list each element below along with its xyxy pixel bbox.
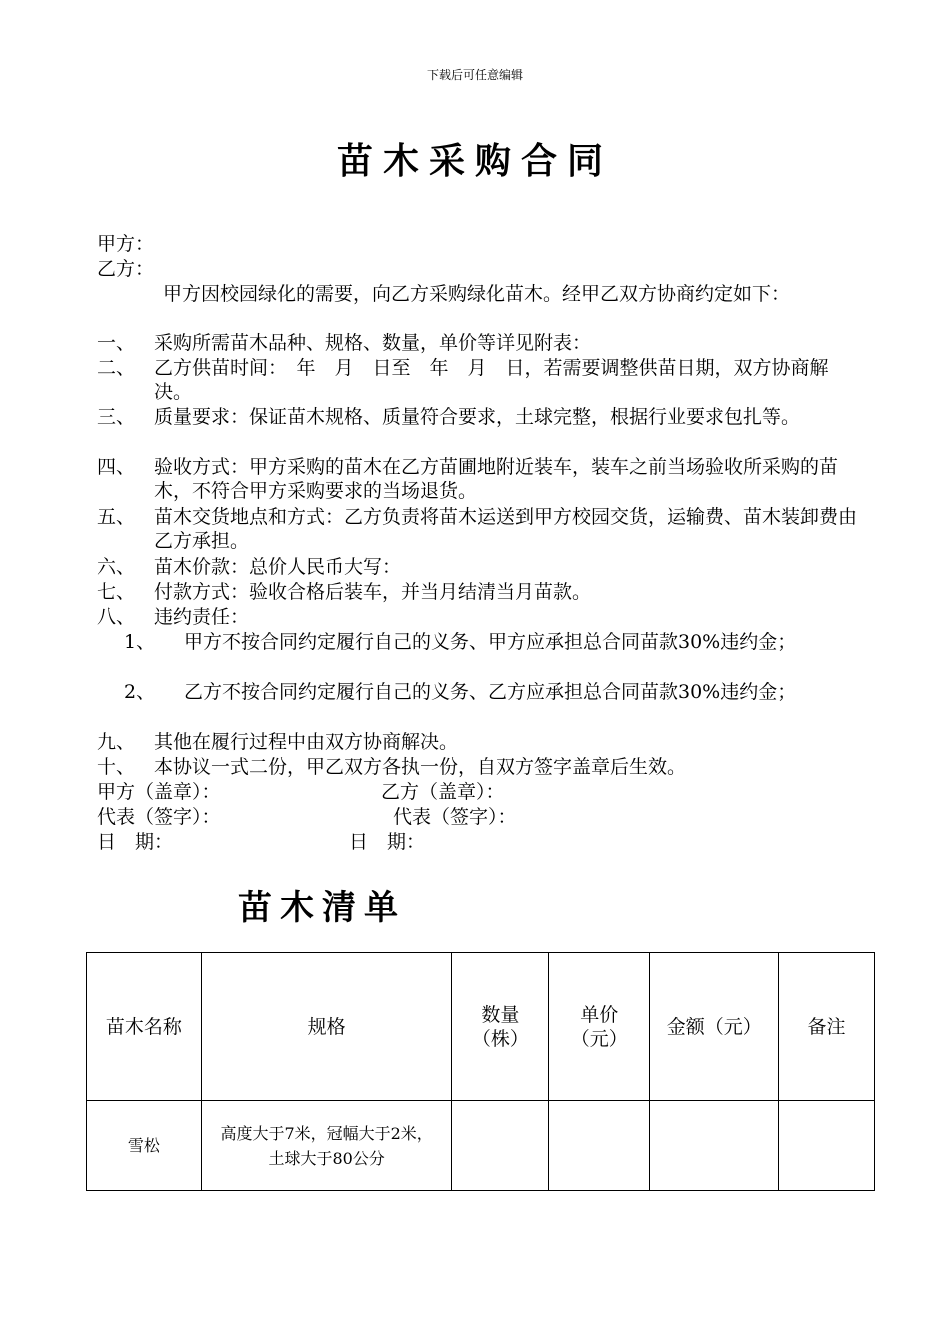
clause-text: 苗木交货地点和方式：乙方负责将苗木运送到甲方校园交货，运输费、苗木装卸费由乙方承担。: [154, 506, 858, 552]
clause-number: 三、: [97, 406, 136, 428]
table-header-row: [87, 953, 875, 1101]
clause-number: 六、: [97, 556, 136, 578]
party-b-date: 日 期：: [349, 831, 426, 853]
clause-number: 五、: [97, 506, 136, 528]
clause-number: 八、: [97, 606, 136, 628]
clause-text: 采购所需苗木品种、规格、数量，单价等详见附表：: [154, 332, 592, 354]
intro-paragraph: 甲方因校园绿化的需要，向乙方采购绿化苗木。经甲乙双方协商约定如下：: [163, 283, 791, 305]
clause-text: 验收方式：甲方采购的苗木在乙方苗圃地附近装车，装车之前当场验收所采购的苗木，不符合甲方采购要求的当场退货。: [154, 456, 839, 502]
clause-7: [97, 580, 857, 604]
clause-5: [97, 505, 857, 553]
clause-3: [97, 405, 857, 429]
party-b-label: 乙方：: [97, 258, 155, 280]
clause-number: 四、: [97, 456, 136, 478]
sub-clause-text: 乙方不按合同约定履行自己的义务、乙方应承担总合同苗款30%违约金；: [184, 681, 797, 703]
cell-spec: 高度大于7米，冠幅大于2米，土球大于80公分: [201, 1101, 452, 1191]
party-a-label: 甲方：: [97, 233, 155, 255]
party-b-representative: 代表（签字）：: [393, 806, 517, 828]
clause-2: [97, 356, 857, 404]
clause-number: 九、: [97, 731, 136, 753]
clause-8: [97, 605, 857, 629]
header-remarks: 备注: [779, 953, 875, 1101]
party-a-date: 日 期：: [97, 831, 174, 853]
sub-clause-number: 1、: [124, 631, 156, 653]
clause-text: 本协议一式二份，甲乙双方各执一份，自双方签字盖章后生效。: [154, 756, 687, 778]
clause-10: [97, 755, 857, 779]
sub-clause-2: [97, 680, 857, 704]
sub-clause-1: [97, 630, 857, 654]
clause-number: 一、: [97, 332, 136, 354]
clause-text: 苗木价款：总价人民币大写：: [154, 556, 402, 578]
header-amount: 金额（元）: [650, 953, 779, 1101]
cell-amount: [650, 1101, 779, 1191]
clause-text: 违约责任：: [154, 606, 250, 628]
clause-number: 二、: [97, 357, 136, 379]
sub-clause-text: 甲方不按合同约定履行自己的义务、甲方应承担总合同苗款30%违约金；: [184, 631, 797, 653]
party-a-seal: 甲方（盖章）：: [97, 781, 221, 803]
table-row: [87, 1101, 875, 1191]
seedling-table: [86, 952, 875, 1191]
seedling-list-title: 苗木清单: [238, 888, 406, 928]
party-a-representative: 代表（签字）：: [97, 806, 221, 828]
cell-seedling-name: 雪松: [87, 1101, 202, 1191]
clause-text: 质量要求：保证苗木规格、质量符合要求，土球完整，根据行业要求包扎等。: [154, 406, 801, 428]
header-spec: 规格: [201, 953, 452, 1101]
clause-text: 付款方式：验收合格后装车，并当月结清当月苗款。: [154, 581, 592, 603]
cell-remarks: [779, 1101, 875, 1191]
clause-text: 乙方供苗时间： 年 月 日至 年 月 日，若需要调整供苗日期，双方协商解决。: [154, 357, 829, 403]
header-note: 下载后可任意编辑: [426, 68, 523, 82]
cell-unit-price: [549, 1101, 650, 1191]
header-seedling-name: 苗木名称: [87, 953, 202, 1101]
cell-quantity: [452, 1101, 549, 1191]
clause-text: 其他在履行过程中由双方协商解决。: [154, 731, 459, 753]
clause-number: 七、: [97, 581, 136, 603]
contract-title: 苗木采购合同: [336, 140, 613, 182]
clause-9: [97, 730, 857, 754]
clause-4: [97, 455, 857, 503]
sub-clause-number: 2、: [124, 681, 156, 703]
header-unit-price: 单价 （元）: [549, 953, 650, 1101]
clause-6: [97, 555, 857, 579]
header-quantity: 数量 （株）: [452, 953, 549, 1101]
party-b-seal: 乙方（盖章）：: [381, 781, 505, 803]
clause-number: 十、: [97, 756, 136, 778]
clause-1: [97, 331, 857, 355]
